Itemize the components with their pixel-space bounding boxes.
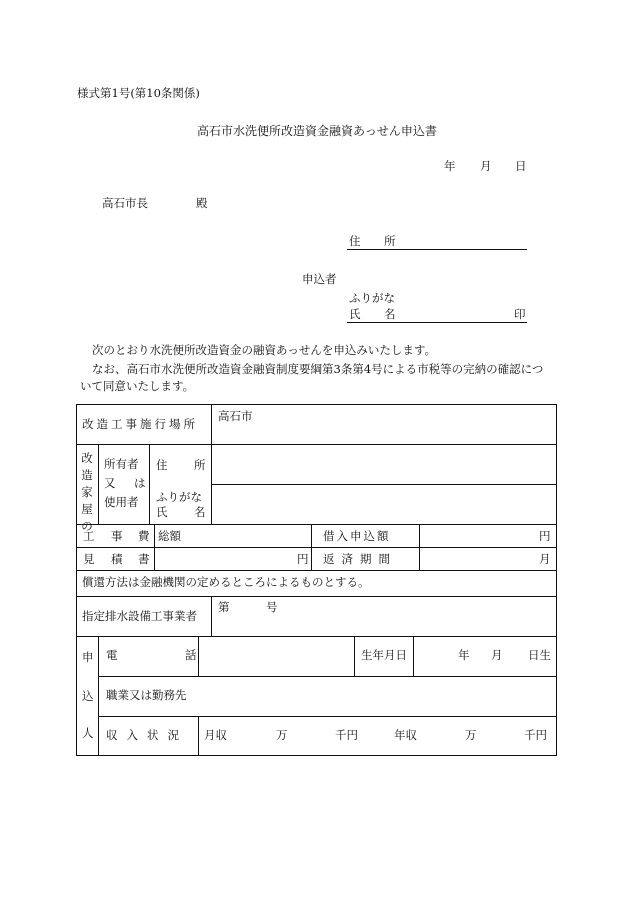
applicant-address-label-1: 住 <box>349 234 361 248</box>
applicant-vertical-2: 込 <box>82 689 94 703</box>
total-yen-unit: 円 <box>297 552 309 566</box>
estimate-label-c: 書 <box>138 552 150 566</box>
monthly-income-label: 月収 <box>204 728 227 742</box>
repayment-period-label: 返済期間 <box>323 552 397 566</box>
date-month-label: 月 <box>480 159 492 173</box>
seal-mark: 印 <box>514 307 526 321</box>
house-name-label-2: 名 <box>194 505 206 519</box>
loan-yen-unit: 円 <box>539 529 551 543</box>
phone-label-2: 話 <box>185 648 197 662</box>
applicant-address-label-2: 所 <box>384 234 396 248</box>
annual-man-unit: 万 <box>465 728 477 742</box>
body-line-1: 次のとおり水洗便所改造資金の融資あっせんを申込みいたします。 <box>92 343 436 357</box>
monthly-man-unit: 万 <box>276 728 288 742</box>
applicant-name-label-1: 氏 <box>349 307 361 321</box>
contractor-gou: 号 <box>266 600 278 614</box>
cost-label-b: 事 <box>111 529 123 543</box>
applicant-vertical-3: 人 <box>82 726 94 740</box>
designated-contractor-label: 指定排水設備工事業者 <box>82 609 197 623</box>
estimate-label-a: 見 <box>83 552 95 566</box>
house-name-label-1: 氏 <box>156 505 168 519</box>
phone-label-1: 電 <box>106 648 118 662</box>
total-amount-label: 総額 <box>158 529 181 543</box>
house-address-label-2: 所 <box>194 458 206 472</box>
income-status-label: 収入状況 <box>106 728 188 742</box>
applicant-vertical-1: 申 <box>82 650 94 664</box>
date-year-label: 年 <box>444 159 456 173</box>
cost-label-a: 工 <box>83 529 95 543</box>
owner-label-3: は <box>134 476 146 490</box>
name-underline[interactable] <box>347 322 527 323</box>
birthdate-label: 生年月日 <box>361 648 407 662</box>
repayment-note: 償還方法は金融機関の定めるところによるものとする。 <box>82 575 370 589</box>
monthly-senyen-unit: 千円 <box>335 728 358 742</box>
house-vertical-label: 改造家屋の <box>81 451 93 533</box>
body-line-2: なお、高石市水洗便所改造資金融資制度要綱第3条第4号による市税等の完納の確認につ <box>92 362 544 376</box>
body-line-3: いて同意いたします。 <box>80 379 195 393</box>
applicant-furigana-label: ふりがな <box>349 291 395 305</box>
birth-day-label: 日生 <box>528 648 551 662</box>
addressee: 高石市長 <box>102 196 148 210</box>
applicant-label: 申込者 <box>302 272 337 286</box>
application-table <box>76 404 557 756</box>
owner-label-1: 所有者 <box>104 457 139 471</box>
annual-income-label: 年収 <box>394 728 417 742</box>
applicant-name-label-2: 名 <box>384 307 396 321</box>
annual-senyen-unit: 千円 <box>524 728 547 742</box>
repayment-month-unit: 月 <box>539 552 551 566</box>
house-furigana-label: ふりがな <box>156 490 202 504</box>
construction-site-label: 改造工事施行場所 <box>82 417 198 431</box>
addressee-suffix: 殿 <box>196 196 208 210</box>
estimate-label-b: 積 <box>111 552 123 566</box>
occupation-label: 職業又は勤務先 <box>106 688 187 702</box>
owner-label-2: 又 <box>104 476 116 490</box>
birth-month-label: 月 <box>491 648 503 662</box>
loan-request-label: 借入申込額 <box>323 529 391 543</box>
form-title: 高石市水洗便所改造資金融資あっせん申込書 <box>197 124 437 138</box>
date-day-label: 日 <box>515 159 527 173</box>
owner-label-4: 使用者 <box>104 495 139 509</box>
house-address-label-1: 住 <box>156 458 168 472</box>
cost-label-c: 費 <box>138 529 150 543</box>
form-number: 様式第1号(第10条関係) <box>77 86 200 100</box>
address-underline[interactable] <box>347 249 527 250</box>
construction-site-value[interactable]: 高石市 <box>218 409 253 423</box>
birth-year-label: 年 <box>458 648 470 662</box>
contractor-dai: 第 <box>218 600 230 614</box>
